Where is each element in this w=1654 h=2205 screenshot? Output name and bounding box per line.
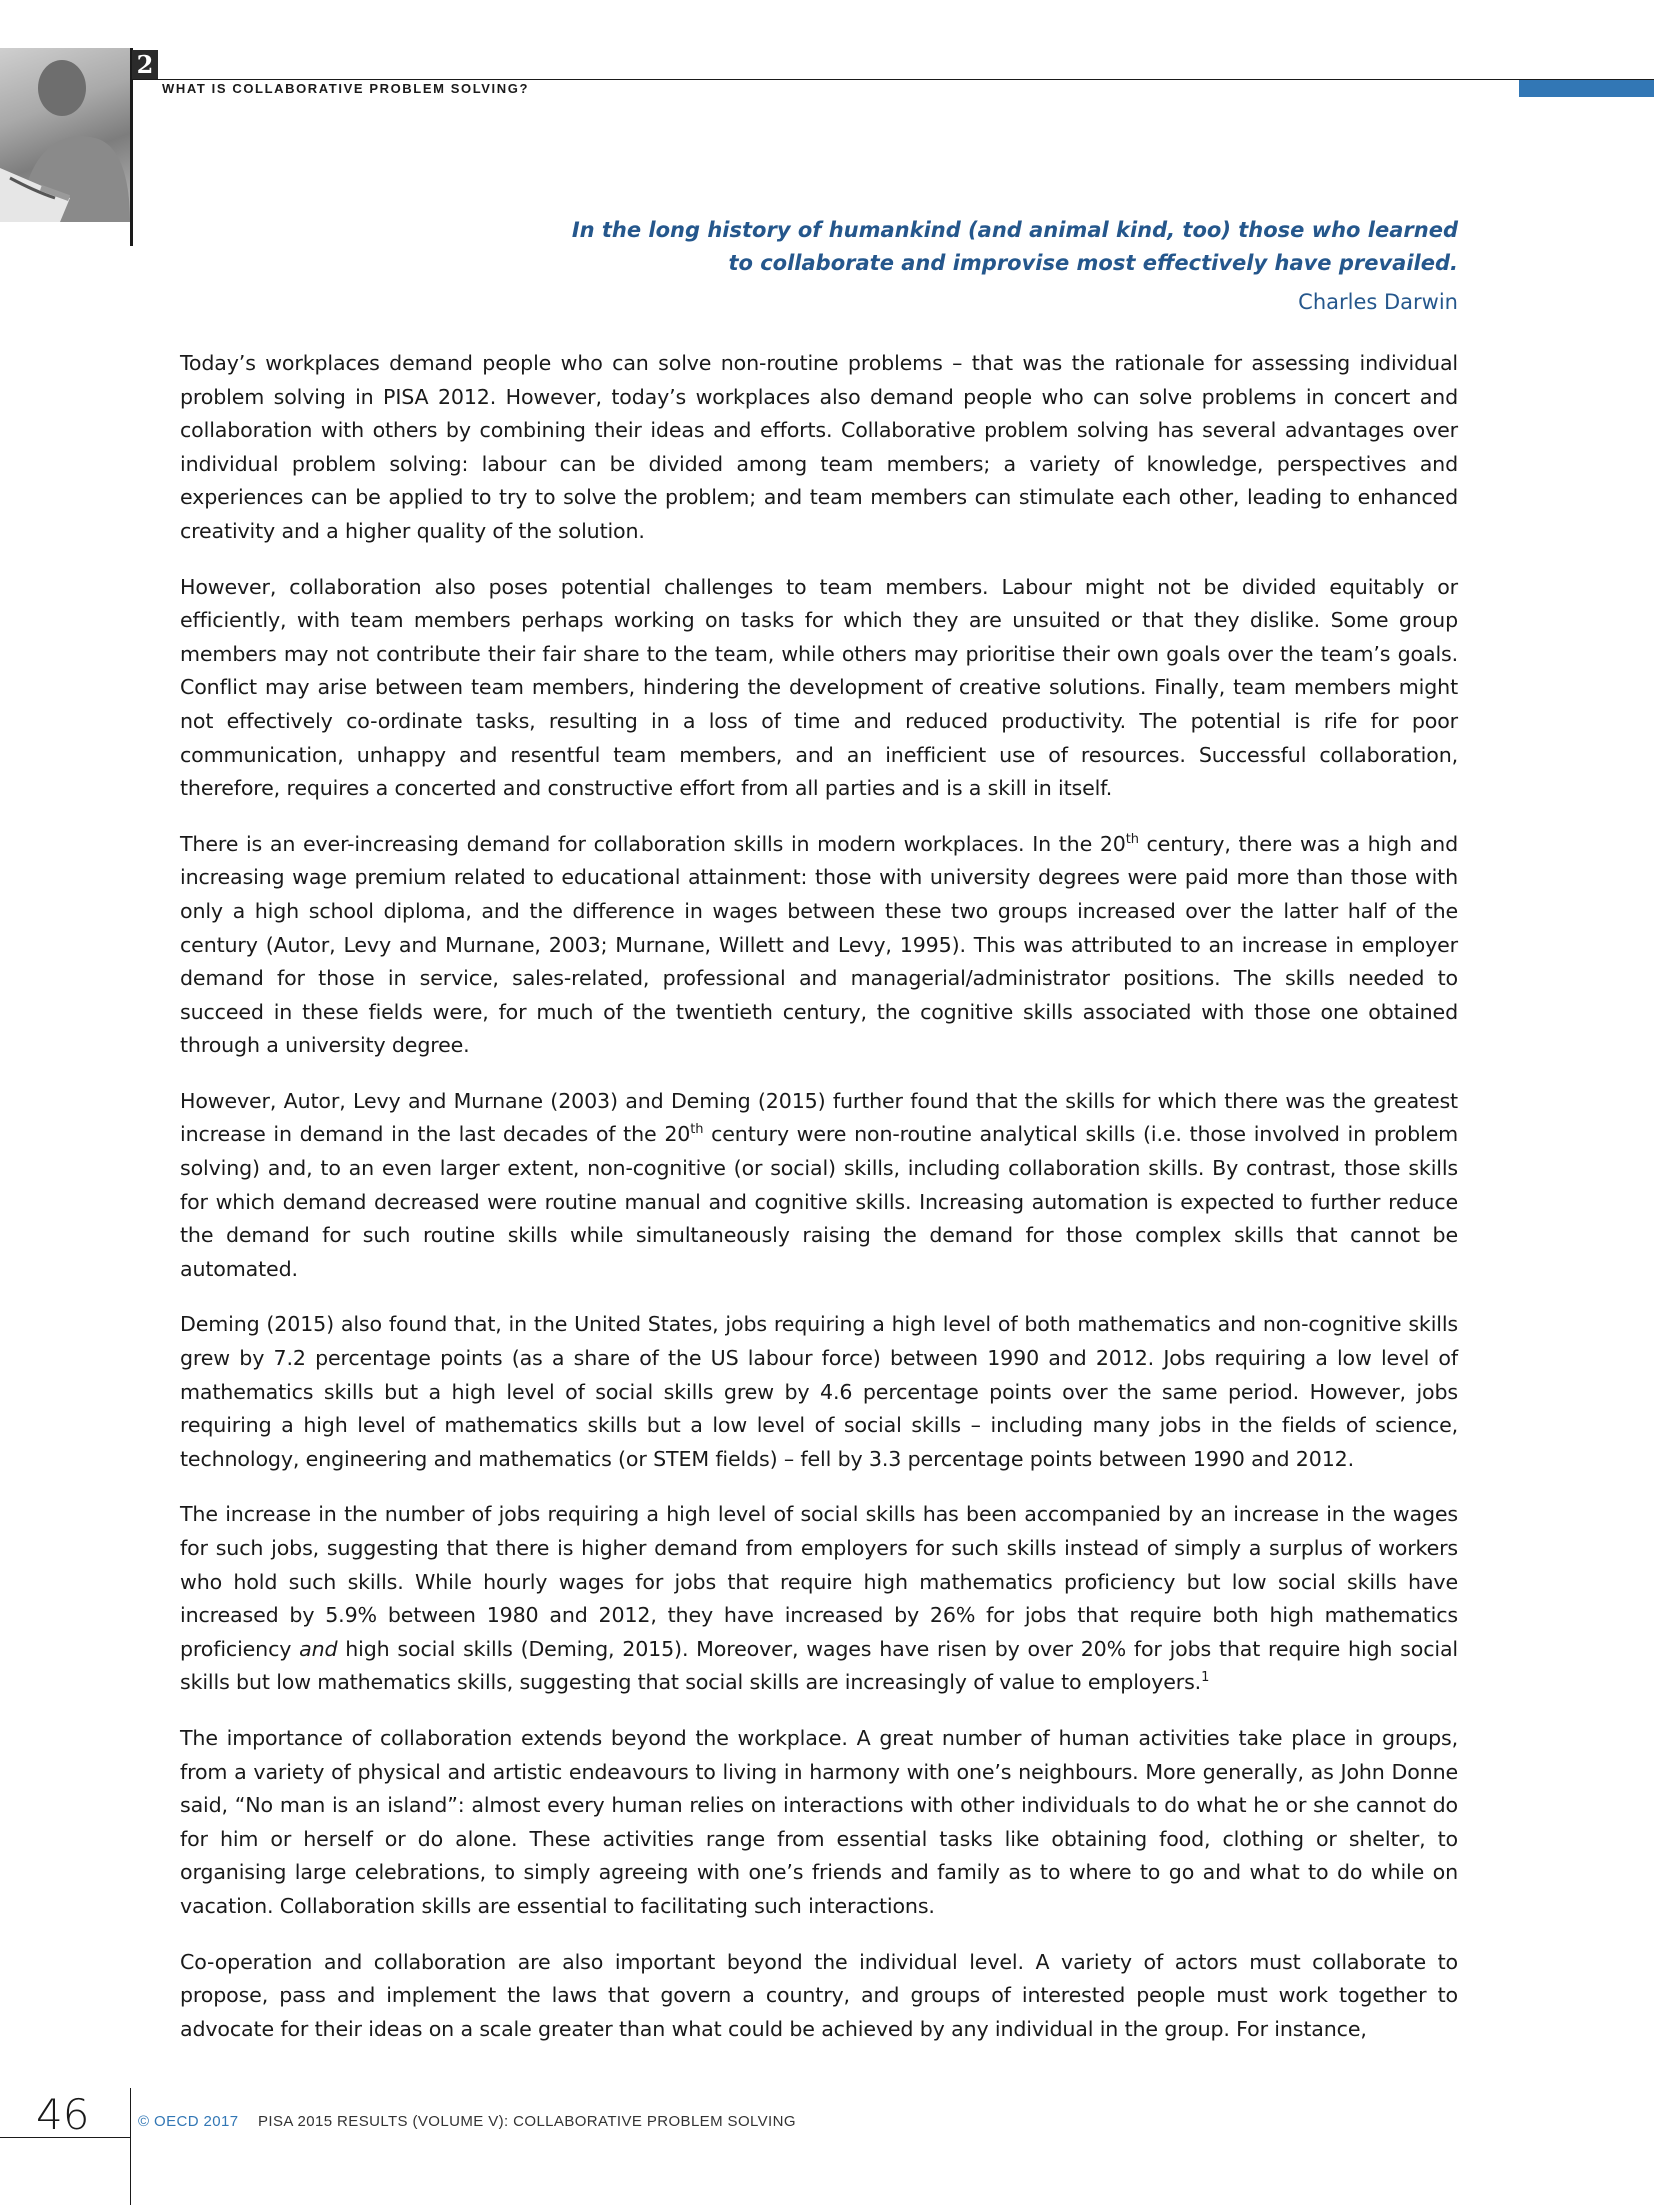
footer-publication-title: PISA 2015 RESULTS (VOLUME V): COLLABORATIVE PROBLEM SOLVING — [258, 2113, 796, 2130]
footer-copyright: © OECD 2017 — [138, 2113, 239, 2130]
superscript: th — [690, 1122, 704, 1138]
paragraph — [180, 1498, 1458, 1700]
superscript: th — [1125, 831, 1139, 847]
header-accent-bar — [1519, 80, 1654, 97]
paragraph-text: There is an ever-increasing demand for collaboration skills in modern workplaces. In the 20 — [180, 831, 1126, 856]
student-writing-illustration — [0, 48, 130, 222]
paragraph: However, collaboration also poses potential challenges to team members. Labour might not be divided equitably or efficiently, with team members perhaps working on tasks for which they are unsuited or that they dislike. Some group members may not contribute their fair share to the team, while others may prioritise their own goals over the team’s goals. Conflict may arise between team members, hindering the development of creative solutions. Finally, team members might not effectively co-ordinate tasks, resulting in a loss of time and reduced productivity. The potential is rife for poor communication, unhappy and resentful team members, and an inefficient use of resources. Successful collaboration, therefore, requires a concerted and constructive effort from all parties and is a skill in itself. — [180, 574, 1458, 801]
epigraph-line: to collaborate and improvise most effectively have prevailed. — [728, 251, 1458, 275]
header-photo — [0, 48, 130, 222]
header-rule — [130, 79, 1654, 80]
page-number: 46 — [36, 2090, 90, 2139]
footnote-reference[interactable]: 1 — [1201, 1670, 1210, 1686]
emphasis: and — [299, 1636, 338, 1661]
epigraph-author: Charles Darwin — [1298, 290, 1458, 314]
paragraph-text: high social skills (Deming, 2015). Moreover, wages have risen by over 20% for jobs that require high social skills but low mathematics skills, suggesting that social skills are increasingly of value to employers. — [180, 1636, 1458, 1695]
body-text — [180, 347, 1458, 2068]
paragraph-text: However, Autor, Levy and Murnane (2003) and Deming (2015) further found that the skills for which there was the greatest increase in demand in the last decades of the 20 — [180, 1088, 1458, 1147]
paragraph: Deming (2015) also found that, in the United States, jobs requiring a high level of both mathematics and non-cognitive skills grew by 7.2 percentage points (as a share of the US labour force) between 1990 and 2012. Jobs requiring a low level of mathematics skills but a high level of social skills grew by 4.6 percentage points over the same period. However, jobs requiring a high level of mathematics skills but a low level of social skills – including many jobs in the fields of science, technology, engineering and mathematics (or STEM fields) – fell by 3.3 percentage points between 1990 and 2012. — [180, 1312, 1458, 1471]
footer-vertical-rule — [130, 2088, 131, 2205]
paragraph-text: century were non-routine analytical skills (i.e. those involved in problem solving) and, to an even larger extent, non-cognitive (or social) skills, including collaboration skills. By contrast, those skills for which demand decreased were routine manual and cognitive skills. Increasing automation is expected to further reduce the demand for such routine skills while simultaneously raising the demand for those complex skills that cannot be automated. — [180, 1122, 1458, 1281]
paragraph-text: century, there was a high and increasing wage premium related to educational attainment: those with university degrees were paid more than those with only a high school diploma, and the difference in wages between these two groups increased over the latter half of the century (Autor, Levy and Murnane, 2003; Murnane, Willett and Levy, 1995). This was attributed to an increase in employer demand for those in service, sales-related, professional and managerial/administrator positions. The skills needed to succeed in these fields were, for much of the twentieth century, the cognitive skills associated with those one obtained through a university degree. — [180, 831, 1458, 1058]
paragraph — [180, 828, 1458, 1063]
paragraph-text: The increase in the number of jobs requiring a high level of social skills has been accompanied by an increase in the wages for such jobs, suggesting that there is higher demand from employers for such skills instead of simply a surplus of workers who hold such skills. While hourly wages for jobs that require high mathematics proficiency but low social skills have increased by 5.9% between 1980 and 2012, they have increased by 26% for jobs that require both high mathematics proficiency — [180, 1502, 1458, 1661]
chapter-number-badge: 2 — [132, 50, 158, 80]
paragraph — [180, 1085, 1458, 1287]
running-header-title: WHAT IS COLLABORATIVE PROBLEM SOLVING? — [162, 81, 530, 96]
epigraph-line: In the long history of humankind (and animal kind, too) those who learned — [571, 218, 1458, 242]
paragraph: Co-operation and collaboration are also important beyond the individual level. A variety of actors must collaborate to propose, pass and implement the laws that govern a country, and groups of interested people must work together to advocate for their ideas on a scale greater than what could be achieved by any individual in the group. For instance, — [180, 1949, 1458, 2041]
epigraph-quote — [560, 214, 1458, 280]
paragraph: The importance of collaboration extends beyond the workplace. A great number of human activities take place in groups, from a variety of physical and artistic endeavours to living in harmony with one’s neighbours. More generally, as John Donne said, “No man is an island”: almost every human relies on interactions with other individuals to do what he or she cannot do for him or herself or do alone. These activities range from essential tasks like obtaining food, clothing or shelter, to organising large celebrations, to simply agreeing with one’s friends and family as to where to go and what to do while on vacation. Collaboration skills are essential to facilitating such interactions. — [180, 1725, 1458, 1918]
paragraph: Today’s workplaces demand people who can solve non-routine problems – that was the rationale for assessing individual problem solving in PISA 2012. However, today’s workplaces also demand people who can solve problems in concert and collaboration with others by combining their ideas and efforts. Collaborative problem solving has several advantages over individual problem solving: labour can be divided among team members; a variety of knowledge, perspectives and experiences can be applied to try to solve the problem; and team members can stimulate each other, leading to enhanced creativity and a higher quality of the solution. — [180, 351, 1458, 543]
